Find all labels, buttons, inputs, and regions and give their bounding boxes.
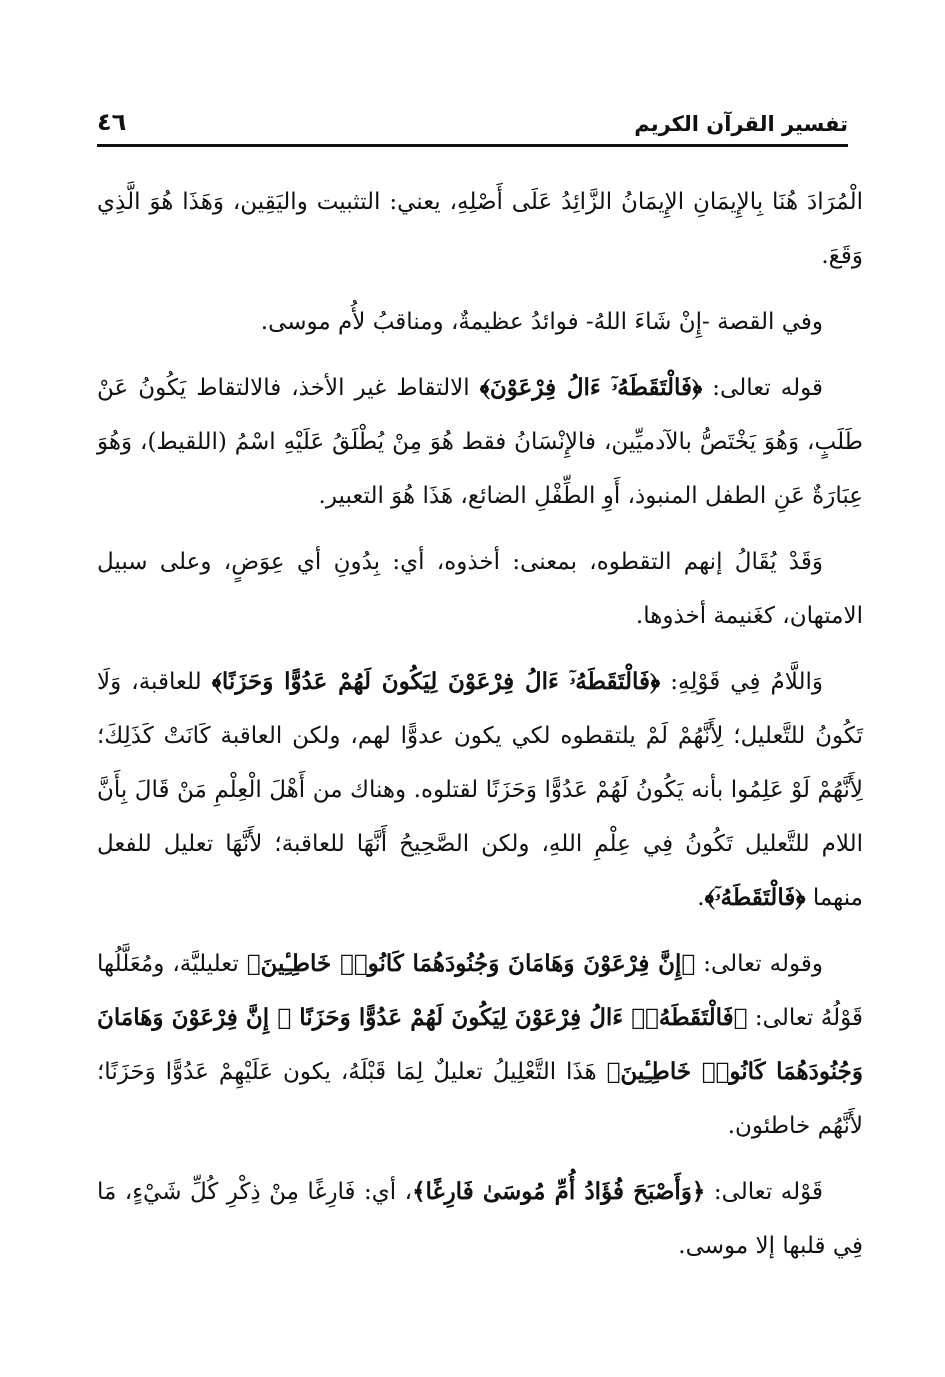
- body-text: [97, 175, 863, 1285]
- paragraph-6: [97, 937, 863, 1153]
- paragraph-text: وفي القصة -إِنْ شَاءَ اللهُ- فوائدُ عظيمةٌ، ومناقبُ لأُم موسى.: [260, 309, 823, 335]
- quran-verse: ﴿إِنَّ فِرْعَوْنَ وَهَامَانَ وَجُنُودَهُمَا كَانُوا۟ خَاطِـِٔينَ﴾: [246, 950, 696, 977]
- page-number: ٤٦: [97, 108, 127, 136]
- paragraph-1: [97, 175, 863, 283]
- quran-verse: ﴿وَأَصْبَحَ فُؤَادُ أُمِّ مُوسَىٰ فَارِغًا﴾: [412, 1178, 706, 1205]
- page-header: [97, 96, 848, 147]
- paragraph-5: [97, 655, 863, 925]
- paragraph-3: [97, 361, 863, 523]
- paragraph-prefix: وقوله تعالى:: [703, 951, 823, 977]
- paragraph-2: [97, 295, 863, 349]
- quran-verse-2: ﴿فَالْتَقَطَهُۥٓ ءَالُ فِرْعَوْنَ لِيَكُونَ لَهُمْ عَدُوًّا وَحَزَنًا ۗ إِنَّ فِرْعَوْنَ وَهَامَانَ وَجُنُودَهُمَا كَانُوا۟ خَاطِـِٔينَ﴾: [97, 1004, 864, 1085]
- paragraph-4: [97, 535, 863, 643]
- paragraph-prefix: قوله تعالى:: [712, 375, 824, 401]
- paragraph-text: الالتقاط غير الأخذ، فالالتقاط يَكُونُ عَنْ طَلَبٍ، وَهُوَ يَخْتَصُّ بالآدميِّين، فالإِنْسَانُ فقط هُوَ مِنْ يُطْلَقُ عَلَيْهِ اسْمُ (اللقيط)، وَهُوَ عِبَارَةٌ عَنِ الطفل المنبوذ، أَوِ الطِّفْلِ الضائع، هَذَا هُوَ التعبير.: [97, 375, 863, 509]
- paragraph-text: وَقَدْ يُقَالُ إنهم التقطوه، بمعنى: أخذوه، أي: بِدُونِ أي عِوَضٍ، وعلى سبيل الامتهان، كغَنيمة أخذوها.: [97, 549, 863, 629]
- paragraph-text: تعليليَّة، ومُعَلَّلُها قَوْلُهُ تعالى:: [97, 951, 863, 1031]
- paragraph-prefix: وَاللَّامُ فِي قَوْلِهِ:: [670, 669, 823, 695]
- paragraph-suffix: هَذَا التَّعْلِيلُ تعليلٌ لِمَا قَبْلَهُ، يكون عَلَيْهِمْ عَدُوًّا وَحَزَنًا؛ لأَنَّهُم خاطئون.: [97, 1059, 863, 1139]
- book-title: تفسير القرآن الكريم: [634, 112, 848, 136]
- paragraph-prefix: قَوْله تعالى:: [713, 1179, 823, 1205]
- paragraph-text: الْمُرَادَ هُنَا بِالإِيمَانِ الإِيمَانُ الزَّائِدُ عَلَى أَصْلِهِ، يعني: التثبيت واليَقِين، وَهَذَا هُوَ الَّذِي وَقَعَ.: [97, 189, 863, 269]
- quran-verse: ﴿فَالْتَقَطَهُۥٓ ءَالُ فِرْعَوْنَ﴾: [479, 374, 703, 401]
- paragraph-7: [97, 1165, 863, 1273]
- quran-verse: ﴿فَالْتَقَطَهُۥٓ ءَالُ فِرْعَوْنَ لِيَكُونَ لَهُمْ عَدُوًّا وَحَزَنًا﴾: [211, 668, 661, 695]
- paragraph-text: للعاقبة، وَلَا تَكُونُ للتَّعليل؛ لِأَنَّهُمْ لَمْ يلتقطوه لكي يكون عدوًّا لهم، ولكن العاقبة كَانَتْ كَذَلِكَ؛ لِأَنَّهُمْ لَوْ عَلِمُوا بأنه يَكُونُ لَهُمْ عَدُوًّا وَحَزَنًا لقتلوه. وهناك من أَهْلَ الْعِلْمِ مَنْ قَالَ بِأَنَّ اللام للتَّعليل تَكُونُ فِي عِلْمِ اللهِ، ولكن الصَّحِيحُ أَنَّهَا للعاقبة؛ لأَنَّهَا تعليل للفعل منهما: [97, 669, 863, 911]
- paragraph-text: ، أي: فَارِغًا مِنْ ذِكْرِ كُلِّ شَيْءٍ، مَا فِي قلبها إلا موسى.: [97, 1179, 863, 1259]
- paragraph-suffix: .: [697, 885, 705, 911]
- quran-verse-2: ﴿فَالْتَقَطَهُۥٓ﴾: [704, 884, 806, 911]
